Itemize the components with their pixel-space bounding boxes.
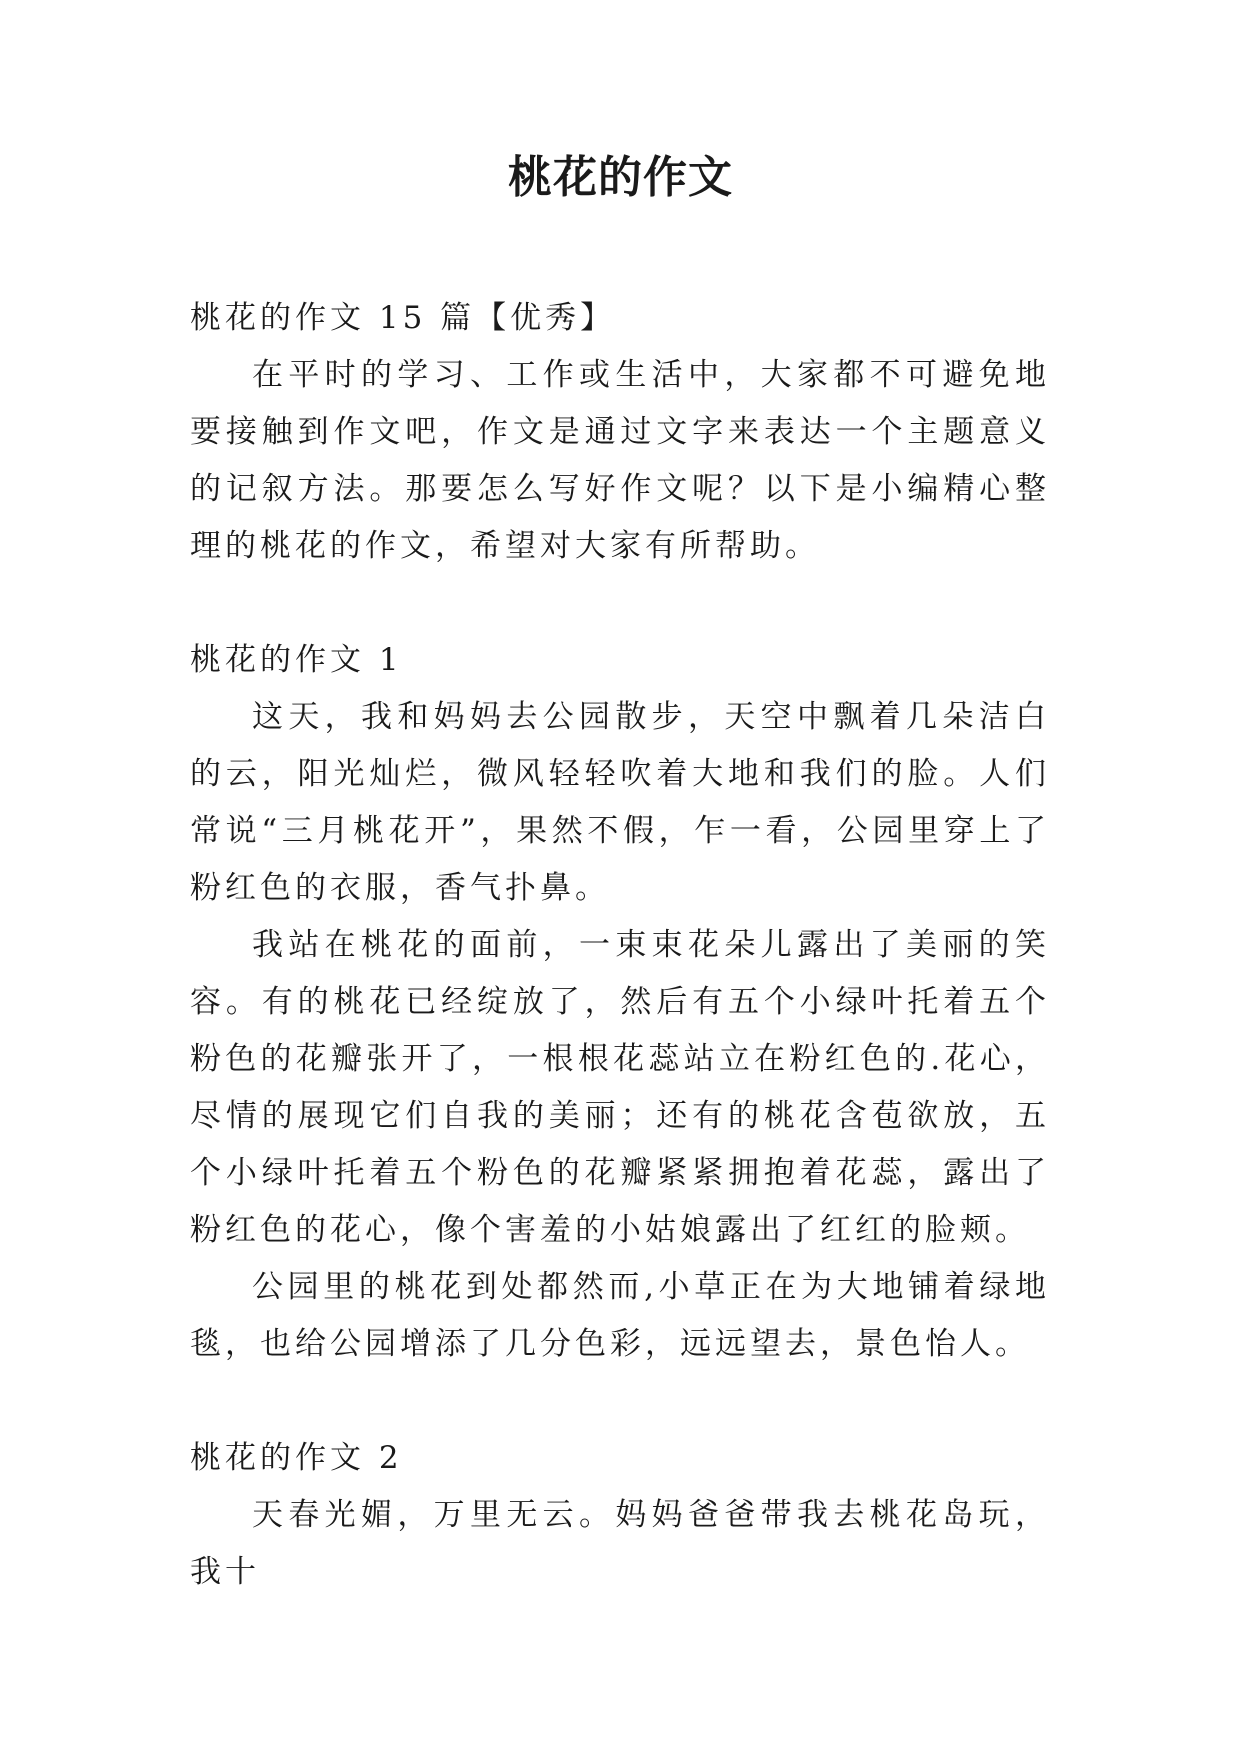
section-spacer — [190, 1373, 1050, 1430]
intro-paragraph: 在平时的学习、工作或生活中，大家都不可避免地要接触到作文吧，作文是通过文字来表达一个主题意义的记叙方法。那要怎么写好作文呢？以下是小编精心整理的桃花的作文，希望对大家有所帮助。 — [190, 357, 1050, 564]
document-body — [190, 290, 1050, 1601]
section-2-paragraph-1: 天春光媚，万里无云。妈妈爸爸带我去桃花岛玩，我十 — [190, 1497, 1050, 1590]
section-1-heading: 桃花的作文 1 — [190, 642, 403, 678]
section-1-paragraph-3: 公园里的桃花到处都然而,小草正在为大地铺着绿地毯，也给公园增添了几分色彩，远远望去，景色怡人。 — [190, 1269, 1050, 1362]
document-subtitle: 桃花的作文 15 篇【优秀】 — [190, 300, 616, 336]
section-spacer — [190, 575, 1050, 632]
section-1-paragraph-1: 这天，我和妈妈去公园散步，天空中飘着几朵洁白的云，阳光灿烂，微风轻轻吹着大地和我们的脸。人们常说“三月桃花开”，果然不假，乍一看，公园里穿上了粉红色的衣服，香气扑鼻。 — [190, 699, 1050, 906]
section-2-heading: 桃花的作文 2 — [190, 1440, 403, 1476]
section-1-paragraph-2: 我站在桃花的面前，一束束花朵儿露出了美丽的笑容。有的桃花已经绽放了，然后有五个小绿叶托着五个粉色的花瓣张开了，一根根花蕊站立在粉红色的.花心，尽情的展现它们自我的美丽；还有的桃花含苞欲放，五个小绿叶托着五个粉色的花瓣紧紧拥抱着花蕊，露出了粉红色的花心，像个害羞的小姑娘露出了红红的脸颊。 — [190, 927, 1050, 1248]
document-title: 桃花的作文 — [508, 152, 733, 203]
